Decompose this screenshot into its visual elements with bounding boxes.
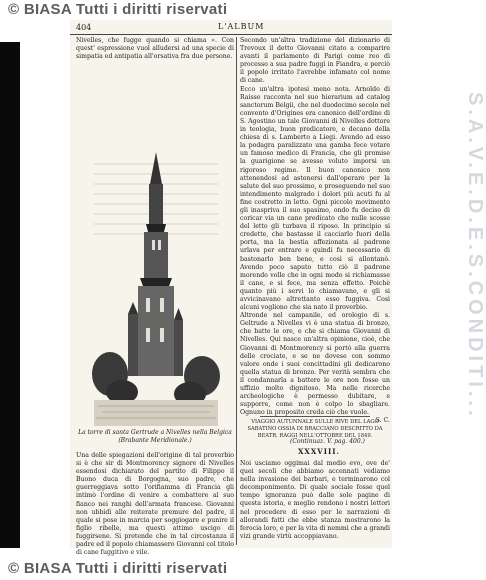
scan-edge-bar bbox=[0, 42, 20, 548]
right-paragraph-3: Altronde nel campanile, ed orologio di s. Geltrude a Nivelles vi è una statua di bronzo, che batte le ore, e che si chiama Giovanni di Nivelles. Qui nasce un'altra opinione, cioè, che Giovanni di Montmorency si portò alla guerra delle crociate, e se ne dovese con sommo valore onde i suoi concittadini gli dedicarono quella statua di bronzo. Per verità sembra che il condannarla a battere le ore non fosse un uffizio molto dignitoso. Ma nelle ricerche archeologiche è permesso dubitare, e supporre, come non è colpo lo sbagliare. Ognuno in proposito creda ciò che vuole. bbox=[240, 312, 390, 417]
section-title: VIAGGIO AUTUNNALE SULLE RIVE DEL LAGO SABATINO OSSIA DI BRACCIANO DESCRITTO DA BEATR. RAGGI NELL'OTTOBRE DEL 1849. bbox=[247, 419, 383, 439]
section-paragraph: Noi usciamo oggimai dal medio evo, ove de' quei secoli che abbiamo accennati vediamo nella invasione dei barbari, e terminarono col decomponimento. Di quale sociale fosse quel tempo ignoranza può dalle sole pagine di questa istoria, e meglio rendono i nostri lettori nel procedere di esso per le narrazioni di allorandi fatti che ebbe stanza mostrarono la ferocia loro, e per la vita di nemmi che a grandi vizi grande virtù accoppiavano. bbox=[240, 460, 390, 540]
right-paragraph-2: Ecco un'altra ipotesi meno nota. Arnoldo di Raisse racconta nel suo hierarium ad catalog sanctorum Belgii, che nel duodecimo secolo nel convento d'Origines era canonico dell'ordine di S. Agostino un tale Giovanni di Nivelles dottore in teologia, buon predicatore, e decano della chiesa di s. Lamberto a Liegi. Avendo ad esso la podagra paralizzato una gamba fece votare un famoso medico di Francia, che gli promise la guarigione se avesse voluto imporsi un rigoroso regime. Il buon canonico non attenendosi ad astenersi dall'operare per la salute del suo prossimo, e proseguendo nel suo intendimento malgrado i dolori più acuti fu al fine costretto in letto. Ogni piccolo movimento gli inaspriva il suo spasimo, ondo fu deciso di coricar via un cane predicato che nulle scosse del letto gli turbava il riposo. In principio si credette, che bastasse il cacciarlo fuori della porta, ma la bestia affezionata al padrone urlava per entrare e quindi fu necessario di bastonarlo ben bene, e così si allontanò. Avendo poco saputo tutto ciò il padrone morendo volle che in ogni modo si richiamasse il cane, e si fece, ma senza effetto. Poichè quanto più i servi lo chiamavano, e gli si avvicinavano altrettanto esso fuggiva. Così alcuni vogliono che sia nato il proverbio. bbox=[240, 85, 390, 312]
right-paragraph-1: Secondo un'altra tradizione del dizionario di Trevoux il detto Giovanni citato a comparire avanti il parlamento di Parigi come reo di processo a sua padre fuggì in Fiandra, e perciò il popolo irritato l'avrebbe infamato col nome di cane. bbox=[240, 37, 390, 85]
page-title: L'ALBUM bbox=[218, 22, 265, 31]
watermark-top: © BIASA Tutti i diritti riservati bbox=[8, 1, 228, 18]
page-number: 404 bbox=[76, 23, 92, 32]
illustration-subcaption: (Brabante Meridionale.) bbox=[118, 437, 192, 444]
left-paragraph-bottom: Una delle spiegazioni dell'origine di tal proverbio si è che sir di Montmorency signore di Nivelles essendosi dichiarato del partito di Filippo il Buono duca di Borgogna, suo padre, che guerreggiava sotto l'orifiamma di Francia gli intimò l'ordine di venire a combattere al suo fianco nei ranghi dell'armata francese. Giovanni non ubbidì alle reiterate premure del padre, il quale si pose in marcia per soggiogare e punire il figlio ribelle, ma questi attimo uscigo di fuggirsene. Si pretende che in tal circostanza il padre ed il popolo chiamassero Giovanni col titolo di cane fuggitivo e vile. bbox=[76, 452, 234, 557]
right-column-bottom bbox=[240, 460, 390, 546]
left-paragraph-top: Nivelles, che fugge quando si chiama ». Con quest' espressione vuol alludersi ad una specie di simpatia ed antipatia all'orsativa fra due persone. bbox=[76, 37, 234, 61]
header-rule bbox=[70, 34, 392, 35]
column-divider bbox=[236, 37, 237, 545]
tower-illustration bbox=[94, 144, 218, 426]
illustration-caption: La torre di santa Gertrude a Nivelles nella Belgica bbox=[78, 429, 232, 436]
document-page bbox=[70, 20, 486, 557]
library-stamp: S.A.V.E.D.E.S.CONDITI... bbox=[464, 92, 486, 420]
continuation-note: (Continuaz. V. pag. 400.) bbox=[290, 438, 365, 445]
section-rule-top bbox=[260, 416, 370, 417]
signature: S. C. bbox=[375, 417, 390, 425]
watermark-bottom: © BIASA Tutti i diritti riservati bbox=[8, 560, 228, 577]
section-number: XXXVIII. bbox=[298, 447, 340, 456]
left-column-top bbox=[76, 37, 234, 77]
left-column-bottom bbox=[76, 452, 234, 557]
